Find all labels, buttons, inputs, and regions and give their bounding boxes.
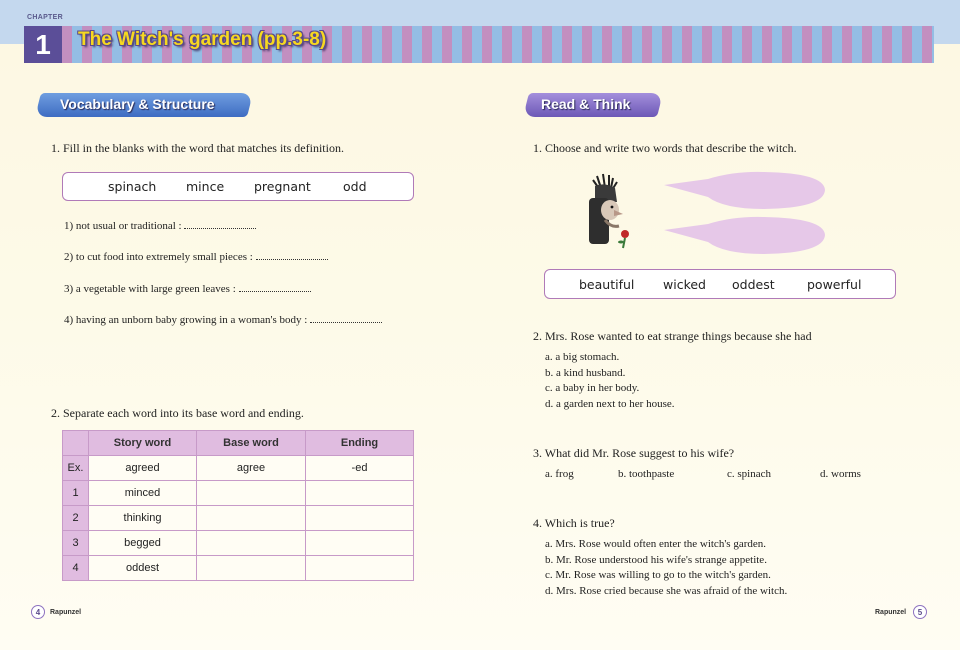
table-row <box>63 481 414 506</box>
answer-option[interactable]: c. a baby in her body. <box>545 382 640 395</box>
book-name-right: Rapunzel <box>875 609 907 616</box>
table-row <box>63 531 414 556</box>
read-q4-prompt: 4. Which is true? <box>533 516 615 530</box>
table-row <box>63 506 414 531</box>
vocab-item-text: 4) having an unborn baby growing in a woman's body : <box>64 314 308 326</box>
answer-option[interactable]: b. toothpaste <box>618 468 675 480</box>
table-row-label: 3 <box>63 531 89 556</box>
vocab-item <box>64 251 328 263</box>
read-word-bank <box>544 269 896 299</box>
page-number-left: 4 <box>31 605 45 619</box>
answer-option[interactable]: d. Mrs. Rose cried because she was afraid of the witch. <box>545 585 788 598</box>
vocab-q2-prompt: 2. Separate each word into its base word and ending. <box>51 406 304 420</box>
vocab-item <box>64 283 311 295</box>
table-answer-cell[interactable] <box>197 556 306 581</box>
answer-blank[interactable] <box>239 283 311 292</box>
table-header-cell <box>63 431 89 456</box>
word-bank-item: powerful <box>807 276 862 292</box>
table-answer-cell[interactable] <box>306 531 414 556</box>
table-row <box>63 456 414 481</box>
table-answer-cell[interactable] <box>306 506 414 531</box>
table-answer-cell[interactable] <box>306 481 414 506</box>
book-name-left: Rapunzel <box>50 609 82 616</box>
read-q3-prompt: 3. What did Mr. Rose suggest to his wife? <box>533 446 735 460</box>
table-header-cell: Story word <box>89 431 197 456</box>
answer-option[interactable]: b. Mr. Rose understood his wife's strange appetite. <box>545 553 767 566</box>
read-q2-options <box>545 350 675 413</box>
read-q2-prompt: 2. Mrs. Rose wanted to eat strange things because she had <box>533 329 812 343</box>
word-bank-item: mince <box>186 179 225 194</box>
chapter-number: 1 <box>24 26 62 63</box>
table-cell: agreed <box>89 456 197 481</box>
table-header-row <box>63 431 414 456</box>
answer-option[interactable]: c. spinach <box>727 468 771 480</box>
answer-option[interactable]: a. a big stomach. <box>545 351 620 363</box>
table-answer-cell[interactable] <box>306 556 414 581</box>
table-row-label: 4 <box>63 556 89 581</box>
word-bank-item: odd <box>343 179 367 194</box>
answer-bubble-1[interactable] <box>664 171 828 211</box>
answer-option[interactable]: b. a kind husband. <box>545 366 626 379</box>
word-ending-table <box>62 430 414 581</box>
answer-option[interactable]: a. frog <box>545 468 574 480</box>
table-cell: minced <box>89 481 197 506</box>
page-number-right: 5 <box>913 605 927 619</box>
answer-option[interactable]: d. a garden next to her house. <box>545 398 675 411</box>
vocab-item-text: 1) not usual or traditional : <box>64 220 182 232</box>
chapter-label: CHAPTER <box>27 14 63 21</box>
table-cell: agree <box>197 456 306 481</box>
read-q1-prompt: 1. Choose and write two words that describe the witch. <box>533 141 797 155</box>
table-cell: thinking <box>89 506 197 531</box>
table-row <box>63 556 414 581</box>
page-title: The Witch's garden (pp.3-8) <box>78 29 327 50</box>
table-row-label: Ex. <box>63 456 89 481</box>
answer-bubble-2[interactable] <box>664 216 828 256</box>
vocab-word-bank <box>62 172 414 201</box>
vocab-item <box>64 220 256 232</box>
read-think-section-title: Read & Think <box>541 96 631 112</box>
word-bank-item: spinach <box>108 179 157 194</box>
table-answer-cell[interactable] <box>197 506 306 531</box>
answer-option[interactable]: c. Mr. Rose was willing to go to the witch's garden. <box>545 569 771 582</box>
table-cell: begged <box>89 531 197 556</box>
table-answer-cell[interactable] <box>197 531 306 556</box>
vocab-item-text: 3) a vegetable with large green leaves : <box>64 283 236 295</box>
witch-illustration <box>583 172 635 250</box>
table-answer-cell[interactable] <box>197 481 306 506</box>
answer-option[interactable]: a. Mrs. Rose would often enter the witch's garden. <box>545 538 767 550</box>
answer-blank[interactable] <box>310 314 382 323</box>
vocab-item <box>64 314 382 326</box>
vocabulary-section-title: Vocabulary & Structure <box>60 96 215 112</box>
word-bank-item: pregnant <box>254 179 311 194</box>
word-bank-item: oddest <box>732 276 775 292</box>
table-cell: -ed <box>306 456 414 481</box>
answer-option[interactable]: d. worms <box>820 468 861 480</box>
answer-blank[interactable] <box>256 251 328 260</box>
vocab-item-text: 2) to cut food into extremely small pieces : <box>64 251 253 263</box>
word-bank-item: wicked <box>663 276 706 292</box>
word-bank-item: beautiful <box>579 276 635 292</box>
table-row-label: 1 <box>63 481 89 506</box>
answer-blank[interactable] <box>184 220 256 229</box>
table-header-cell: Ending <box>306 431 414 456</box>
vocab-q1-prompt: 1. Fill in the blanks with the word that matches its definition. <box>51 141 344 155</box>
table-cell: oddest <box>89 556 197 581</box>
read-q4-options <box>545 537 787 600</box>
table-header-cell: Base word <box>197 431 306 456</box>
table-row-label: 2 <box>63 506 89 531</box>
